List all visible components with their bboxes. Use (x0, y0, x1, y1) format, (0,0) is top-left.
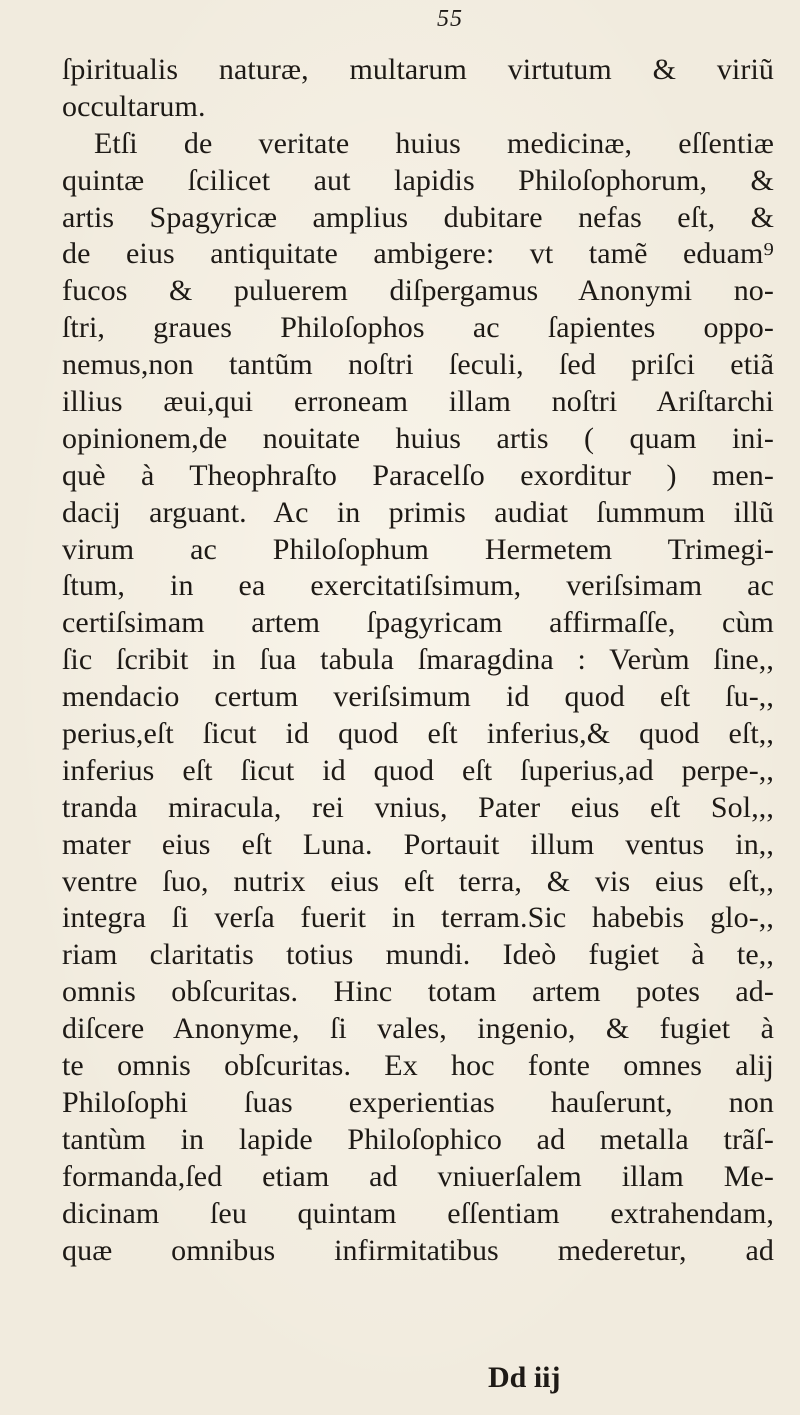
text-line: perius,eſt ſicut id quod eſt inferius,& quod eſt,, (62, 717, 774, 751)
text-line: mendacio certum veriſsimum id quod eſt ſu-,, (62, 680, 774, 714)
signature-line (0, 1358, 800, 1398)
text-line: artis Spagyricæ amplius dubitare nefas eſt, & (62, 200, 774, 234)
text-line: Philoſophi ſuas experientias hauſerunt, non (62, 1085, 774, 1119)
text-line: dacij arguant. Ac in primis audiat ſummum illũ (62, 495, 774, 529)
text-line: riam claritatis totius mundi. Ideò fugiet à te,, (62, 938, 774, 972)
text-line: tranda miracula, rei vnius, Pater eius eſt Sol,,, (62, 790, 774, 824)
text-line: ſpiritualis naturæ, multarum virtutum & viriũ (62, 53, 774, 86)
signature-mark: Dd iij (488, 1361, 561, 1394)
text-line: integra ſi verſa fuerit in terram.Sic habebis glo-,, (62, 901, 774, 935)
text-line: dicinam ſeu quintam eſſentiam extrahendam, (62, 1196, 774, 1230)
text-line: ſic ſcribit in ſua tabula ſmaragdina : Verùm ſine,, (62, 643, 774, 677)
text-line: diſcere Anonyme, ſi vales, ingenio, & fugiet à (62, 1012, 774, 1046)
text-line: quæ omnibus infirmitatibus mederetur, ad (62, 1233, 774, 1267)
text-line: occultarum. (62, 89, 206, 123)
text-line: quintæ ſcilicet aut lapidis Philoſophorum, & (62, 163, 774, 197)
text-line: opinionem,de nouitate huius artis ( quam ini- (62, 421, 774, 455)
text-line: nemus,non tantũm noſtri ſeculi, ſed priſci etiã (62, 348, 774, 382)
text-line: omnis obſcuritas. Hinc totam artem potes ad- (62, 975, 774, 1009)
text-line: virum ac Philoſophum Hermetem Trimegi- (62, 532, 774, 566)
text-line: te omnis obſcuritas. Ex hoc fonte omnes alij (62, 1049, 774, 1083)
text-line: de eius antiquitate ambigere: vt tamẽ eduam⁹ (62, 237, 774, 271)
text-line: què à Theophraſto Paracelſo exorditur ) men- (62, 458, 774, 492)
text-line: ſtum, in ea exercitatiſsimum, veriſsimam ac (62, 569, 774, 603)
text-line: inferius eſt ſicut id quod eſt ſuperius,ad perpe-,, (62, 753, 774, 787)
text-line: mater eius eſt Luna. Portauit illum ventus in,, (62, 827, 774, 861)
text-line: fucos & puluerem diſpergamus Anonymi no- (62, 274, 774, 308)
text-line: tantùm in lapide Philoſophico ad metalla trãſ- (62, 1122, 774, 1156)
body-text (62, 52, 774, 1269)
text-line: Etſi de veritate huius medicinæ, eſſentiæ (94, 126, 774, 160)
text-line: ſtri, graues Philoſophos ac ſapientes oppo- (62, 311, 774, 345)
text-line: illius æui,qui erroneam illam noſtri Ariſtarchi (62, 385, 774, 419)
text-line: ventre ſuo, nutrix eius eſt terra, & vis eius eſt,, (62, 864, 774, 898)
text-line: certiſsimam artem ſpagyricam affirmaſſe, cùm (62, 606, 774, 640)
page-number: 55 (437, 6, 463, 32)
text-line: formanda,ſed etiam ad vniuerſalem illam Me- (62, 1159, 774, 1193)
